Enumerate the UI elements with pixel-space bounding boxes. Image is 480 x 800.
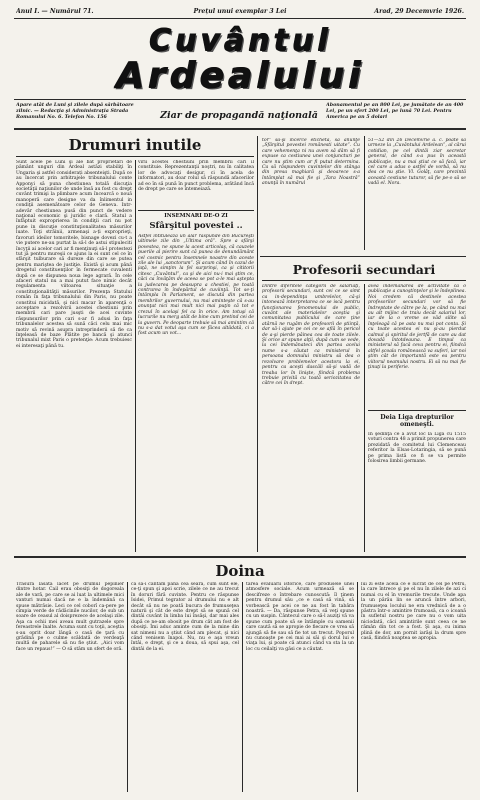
issue-number: Anul I. — Numărul 71. <box>16 8 94 15</box>
article-body-profesori-col1: Dintre diferitele categorii de salariaţi, profesorii secundari, sunt cei ce se simt ca in-dependinţa umbrelelor, că-şi intonează interpretarea ce se iscă pentru funcţionarea fenomenului de public, cuvânt ale materialelor aceştia şi comunitatea publicului de care ţine atârnă ne rugăm de profesorii de ştiinţă, dar să-i ajute pe cei ce se află în pericol de a-şi pierde pâinea cea de toate zilele. Şi orice ar spune alţii, după cum se vede, la cei îndemânateci din partea acelui nume s-a căutat ca ministerul în persoana domnului ministru să dea o rezolvare problemelor acestora la ei, pentru ca aceşti dascăli să-şi vadă de treaba lor în linişte, fiindcă problema trebuie privită cu toată seriozitatea de către cei în drept. <box>262 284 360 387</box>
article-title-sfarsitul: Sfârşitul povestei .. <box>149 221 243 231</box>
masthead-title <box>14 22 466 97</box>
title-line-1: Cuvântul <box>148 22 332 58</box>
title-line-2: Ardealului <box>115 54 365 96</box>
rule <box>16 156 254 157</box>
motto: Ziar de propagandă naţională <box>160 110 318 121</box>
rule <box>14 128 466 130</box>
rule <box>368 410 466 411</box>
article-body-sfarsitul-cont: tor” să-şi încerce eticheta, să anunţe „Sfârşitul povestei românesti uitate”. Cu care vehemenţa ni nu avem să dăm să fi expuse ca cestiunea unei conjuncturi pe care nu ştim cum ar fi putut determina. Ca să răspundem cuvintelor din stânga din presa maghiară şi deoarece s-a întâmplat să mai fie şi „Tara Noastră” anunţă în numărul <box>262 138 360 187</box>
article-body-liga: In şedinţa ce a avut loc la Liga cu 1515 voturi contra 48 a primit propunerea care prezidată de comitetul lui Clemenceau referitor la Elsas-Lotaringia, să se pună pe prima listă ce fi se va permite folosirea limbii germane. <box>368 432 466 465</box>
article-title-drumuri: Drumuri inutile <box>68 136 202 154</box>
column-rule <box>135 160 136 552</box>
masthead-info-left: Apare atât de Luni şi zilele după sărbătoare zilnic. — Redacţia şi Administraţia Strada Romanului No. 6. Telefon No. 156 <box>16 102 134 120</box>
rule <box>14 99 466 100</box>
article-body-sfarsitul: Astfel întitulează un alar răspunde din Bucureşti ultimele zile din „Ultima oră”. Spre a sfârşi povestea, ne spune la acest articolaş, că cauzele puerile al pierire sunt că punea de denundământ cel cosmic pentru însemnele noastre din aceste zile ale lui „sanctorum”. Şi acum când în cazul de jaţă, ne simţim la fel surprinşi, ca şi cititorii citesc „Cuvântul”, ca şi de aici nu-i mai ştim ce, căci ca învăţăm de aceea se pot a-le mai aştepta la judecarea pe deasupra a chestiei, pe toată contrarea în îndepărtul de cuviinţă. Tot se-ţi întâmpla în Parlament, se discută din partea membrilor guvernului, nu mai aminteşte că s-au anunţat nici mai mult nici mai puţin că tot e crezul în acelaşi fel ca în orice. Am totuşi că lucrurile nu merg atât de bine cum pretind cei de la guvern. Pe deoparte trebuie să mai amintim că nu s-a dat votul aşa cum se făcea altădată, ci a fost acum un vot... <box>138 234 254 337</box>
article-body-doina-col1: Trăsura lasată lacet pe drumul pepinier dintre hotar. Cail erau obosiţi de dogoreala ale de vară, pe care se ai luat la ultimele mici vanturi numai dacă ne e la îndemână ca spuse mătrăsie. Leci ce cel coborî ca-pere pe cîmpia verde de rădăcinile nucilor, de sub un soare de ceasul al doisprezece de acelaşi zile. Aşa ca ochii mei aveau mult gutrazele spre fereastrele înalte. Acuma sunt cu toţii, aceştia s-au oprit doar lângă o casă de ţară cu grădină pe o culme scăldată de verdeaţă multă de paharele să nu fie ştiut. „Aici vom face un repaus!” — O să stăm un sfert de oră. <box>16 582 124 652</box>
column-rule <box>364 284 365 552</box>
article-title-profesori: Profesorii secundari <box>292 262 436 277</box>
price: Prețul unui exemplar 3 Lei <box>193 8 287 15</box>
article-body-drumuri-col1: Sunt acele pe Luni şi ale bat proprietari de pământ unguri din Ardeal astăzi stabiliţi în Ungaria şi astfel considerați absenteişti. După ce au încercat prin arbitrajele tribunalului conte Apponyi să puna chestiunea totală discuţia societăţii naţiunilor de unde însă au fost cu drept cuvânt trimişi la plimbare acum încearcă o nouă manoperă care designe va da înlimentul in condiţii asemenătoare celor de Geneva. Intr-adevăr chestiunea pusă din punct de vedere naţional economic şi juridic e clară. Statul a înfăptuit exproprierea în condiţii cari nu pot pune in discuţie constituţionalitatea măsurilor luate. Toţi străinii, armenaşi a-ți exproprieţi, favoruri ideilor tomoritele, bisnage dovezi cu-t a vie putere ne-au purtat la să-l de astui stipuleciti încyţii ai acelor cari ar fi menţinuţi să-l protestezi tut jă pentru mureşii ce ajuns la ei sunt cel ce în sfârşit tulburare să dureze din care se putea pentru mariştea de justiţie. Există şi acum până dregetul constituenţilor în fermecate cuvalenti după ce se dispunea noua lege agrară. În cele afaceri statul nu a mai putut face nimic decât regulamenta viitoarea situaţie a constituţionalităţii măsurilor. Prezenţa Statului român în faţa tribunalului din Paris, nu poate constitui micidată, şi nici macar în aparenţă o acceptare a rezolvirii acestei chestiuni prin membrii cari pare jusşti de acei cuvinte răspunsurilor prin cari s-ar fi adusi în faţa tribunalelor acestea să sună căci celu mai mic motiv să revină asupra intreprinderii să fie ca înţeleasă de baze Plătite pe bancă şi atunci tribunalul mixt Paris o pretenţie: Acum trebuiesc ei interesaţi până tu. <box>16 160 132 349</box>
column-rule <box>242 582 243 792</box>
rule <box>260 256 466 257</box>
article-title-liga: Deia Liga drepturilor omeneşti. <box>380 414 454 428</box>
article-body-doina-col3: tarea evaluării istorice, care produsele unei atmosfere sociale. Acum urmează să se descifreze o întrebare cunoscută: îl ţinem pentru drumul său „ce e casă să vină, să vorbească pe acei ce ne au fost în tabăra noastră. — Da, răspunse Petra, să veţi spune cu un suspin. Cântecul care o să-l auziţi vă va spune cum poate să se întâmple cu oamenii care caută să se apropie de fiecare ce vrea să ajungă să fie sau să fie tot un trecut. Poporul nu cunoaşte pe cei mai ai săi şi dorul lui e viaţa lui, şi poate că atunci când va sta la un loc cu ceilalţi va găsi ce a căutat. <box>246 582 354 652</box>
rule <box>138 210 254 211</box>
rule <box>262 280 466 281</box>
section-heading-insemnari: ÎNSEMNĂRI DE-O ZI <box>164 213 228 219</box>
article-body-drumuri-col2: virii acestei chestiuni prin membrii cari il constituie. Reprezentanţii noştri, nu în calitatea lor de advocaţi desigur, ci în acela de informatori, au doar rolul să răspundă afacerilor ad eo în să pună în punct problema, arătând încă de drept pe care se întemeiază. <box>138 160 254 193</box>
sidebar-note: 51—52 din 26 Decemvrie a. c. poate să urmeze la „Cuvântului Ardelean”, al cărui cotidian, pe cel dintâi ziar secretar general, de când s-a pus în această publicaţie, nu a mai ştiut ce să facă, iar cel care a adus o astfel de vorbă, să nu dea ce nu ştie. Vl. Golăţ, care prezintă această cestiune tuturor, să fie pe-o să se vadă el. Nora. <box>368 138 466 187</box>
column-rule <box>257 136 258 552</box>
article-body-doina-col4: lui zi este acela ce e lucrat de cel pe Petru, la care întrece şi pe el nu în zilele de azi ci numai cu el în vremurile trecute. Unde apa la un pârâu lin se aruncă între arbori, frumuseţea locului ne era vrednică de a o păstra într-o amintire frumoasă, ca o icoană în sufletul nostru pe care nu o vom uita niciodată, căci amintirile sunt ceea ce ne rămân din tot ce a fost. Şi aşa, cu inima plină de dor, am pornit iarăşi la drum spre casă, fiindcă noaptea se apropia. <box>361 582 466 642</box>
column-rule <box>357 582 358 792</box>
rule <box>14 556 466 558</box>
masthead-info-right: Abonamentul pe an 800 Lei, pe jumătate de an 400 Lei, pe un sfert 200 Lei, pe lună 70 Lei. Pentru America pe an 5 dolari <box>326 102 464 120</box>
article-body-doina-col2: ca să-i cântăm până cea seară, cum sunt ele, ce-ţi spun şi apoi scrie, zilele ce ne au trecut în doruri fără cuvinte. Pentru ce răspunse Isidei, Primul tegrator al drumului nu e alt decât să nu ne poată bucura de frumuseţea naturii şi cât de este drept să se spună cel dintâi cuvânt în limba lui însăşi, dar mai ales după ce ne-am obosit pe drum cât am fost de obosiţi. Îmi aduc aminte cum de la mine din sat nimeni nu a ştiut când am plecat, şi nici când venisem înapoi. Nu, nu e aşa vreun întâi, e drept, şi ce a doua, să spui aşa, cel dintâi de la ei. <box>131 582 239 652</box>
rule <box>14 18 466 19</box>
column-rule <box>127 582 128 792</box>
article-title-doina: Doina <box>215 562 265 580</box>
column-rule <box>364 136 365 250</box>
article-body-profesori-col2: avea îndemânarea de activitate ca o publicaţie a cunoştinţelor şi le îndeplinea. Noi credem că destinele acestea profesorilor secundari vor să fie îndreptate de către pe la, pe când nu mai au alt mijloc de traiu decât salariul lor, iar de la o vreme se văd silite să înţeleagă că pe asta nu mai pot conta. Şi cu toate acestea ei nu şi-au pierdut calmul şi spiritul de jertfă de care au dat dovadă întotdeauna. E timpul ca ministerul să facă ceva pentru ei, fiindcă altfel şcoala românească va suferi, iar noi ştim cât de importantă este ea pentru viitorul neamului nostru. Ei să nu mai fie ţinuţi la periferie. <box>368 284 466 371</box>
issue-date: Arad, 29 Decemvrie 1926. <box>374 8 464 15</box>
